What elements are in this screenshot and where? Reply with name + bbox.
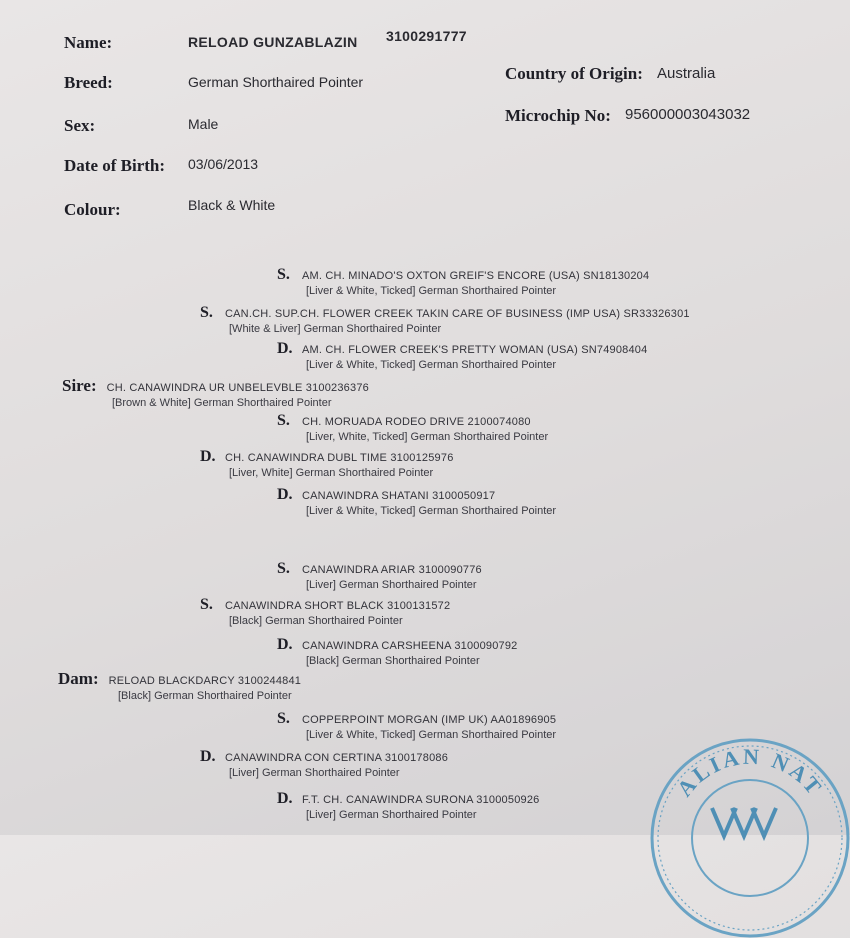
- dam-label: Dam:: [58, 669, 99, 688]
- ancestor-desc: [Liver & White, Ticked] German Shorthaired Pointer: [306, 729, 557, 741]
- ancestor-desc: [Liver] German Shorthaired Pointer: [306, 809, 477, 821]
- dam-dam: [200, 748, 448, 779]
- ancestor-name: CANAWINDRA CON CERTINA 3100178086: [225, 752, 449, 764]
- sire-dam-sire: [277, 412, 548, 443]
- ancestor-desc: [Liver & White, Ticked] German Shorthaired Pointer: [306, 285, 557, 297]
- sex-mark: S.: [277, 710, 290, 727]
- breed-label: Breed:: [64, 73, 113, 92]
- sex-mark: S.: [200, 596, 213, 613]
- country-label: Country of Origin:: [505, 64, 643, 83]
- ancestor-name: CH. CANAWINDRA DUBL TIME 3100125976: [225, 452, 454, 464]
- dam-dam-dam: [277, 790, 539, 821]
- sire-dam: [200, 448, 454, 479]
- sex-mark: D.: [200, 448, 216, 465]
- sex-label: Sex:: [64, 116, 96, 135]
- ancestor-desc: [Liver & White, Ticked] German Shorthaired Pointer: [306, 359, 557, 371]
- ancestor-desc: [Black] German Shorthaired Pointer: [306, 655, 480, 667]
- ancestor-desc: [White & Liver] German Shorthaired Pointer: [229, 323, 442, 335]
- ancestor-name: AM. CH. FLOWER CREEK'S PRETTY WOMAN (USA) SN74908404: [302, 344, 648, 356]
- seal-text: ALIAN NAT: [671, 743, 829, 802]
- ancestor-desc: [Liver & White, Ticked] German Shorthaired Pointer: [306, 505, 557, 517]
- ancestor-name: CH. MORUADA RODEO DRIVE 2100074080: [302, 416, 531, 428]
- sire-sire-sire: [277, 266, 649, 297]
- svg-text:ALIAN NAT: [672, 744, 829, 801]
- seal-stamp-icon: [650, 738, 850, 938]
- ancestor-desc: [Liver] German Shorthaired Pointer: [229, 767, 400, 779]
- registration-number: 3100291777: [386, 28, 467, 44]
- sire-label: Sire:: [62, 376, 97, 395]
- ancestor-name: CANAWINDRA CARSHEENA 3100090792: [302, 640, 518, 652]
- ancestor-name: F.T. CH. CANAWINDRA SURONA 3100050926: [302, 794, 540, 806]
- sex-value: Male: [188, 116, 219, 132]
- dam-name: RELOAD BLACKDARCY 3100244841: [108, 675, 302, 687]
- ancestor-name: CANAWINDRA SHORT BLACK 3100131572: [225, 600, 451, 612]
- sex-mark: S.: [277, 560, 290, 577]
- dam-sire-sire: [277, 560, 482, 591]
- sire-sire-dam: [277, 340, 647, 371]
- breed-value: German Shorthaired Pointer: [188, 74, 364, 90]
- ancestor-name: CANAWINDRA ARIAR 3100090776: [302, 564, 482, 576]
- dob-value: 03/06/2013: [188, 156, 259, 172]
- microchip-label: Microchip No:: [505, 106, 611, 125]
- sex-mark: S.: [200, 304, 213, 321]
- dam-sire-dam: [277, 636, 518, 667]
- ancestor-desc: [Liver] German Shorthaired Pointer: [306, 579, 477, 591]
- dog-name: RELOAD GUNZABLAZIN: [188, 34, 358, 50]
- dam-dam-sire: [277, 710, 556, 741]
- ancestor-desc: [Liver, White] German Shorthaired Pointer: [229, 467, 434, 479]
- sire: [62, 376, 369, 409]
- sex-mark: D.: [277, 636, 293, 653]
- dam-sire: [200, 596, 450, 627]
- microchip-value: 956000003043032: [625, 106, 751, 123]
- colour-label: Colour:: [64, 200, 121, 219]
- ancestor-name: CANAWINDRA SHATANI 3100050917: [302, 490, 496, 502]
- sire-name: CH. CANAWINDRA UR UNBELEVBLE 3100236376: [106, 382, 369, 394]
- sex-mark: D.: [277, 790, 293, 807]
- sex-mark: D.: [277, 340, 293, 357]
- sire-dam-dam: [277, 486, 556, 517]
- sex-mark: D.: [200, 748, 216, 765]
- dam-desc: [Black] German Shorthaired Pointer: [118, 690, 292, 702]
- dam: [58, 669, 301, 702]
- ancestor-desc: [Liver, White, Ticked] German Shorthaired Pointer: [306, 431, 549, 443]
- sex-mark: D.: [277, 486, 293, 503]
- colour-value: Black & White: [188, 197, 276, 213]
- ancestor-name: AM. CH. MINADO'S OXTON GREIF'S ENCORE (USA) SN18130204: [302, 270, 650, 282]
- dob-label: Date of Birth:: [64, 156, 166, 175]
- country-value: Australia: [657, 65, 716, 82]
- name-label: Name:: [64, 33, 113, 52]
- sex-mark: S.: [277, 412, 290, 429]
- sex-mark: S.: [277, 266, 290, 283]
- sire-sire: [200, 304, 690, 335]
- ancestor-desc: [Black] German Shorthaired Pointer: [229, 615, 403, 627]
- ancestor-name: CAN.CH. SUP.CH. FLOWER CREEK TAKIN CARE OF BUSINESS (IMP USA) SR33326301: [225, 308, 690, 320]
- ancestor-name: COPPERPOINT MORGAN (IMP UK) AA01896905: [302, 714, 557, 726]
- sire-desc: [Brown & White] German Shorthaired Pointer: [112, 397, 332, 409]
